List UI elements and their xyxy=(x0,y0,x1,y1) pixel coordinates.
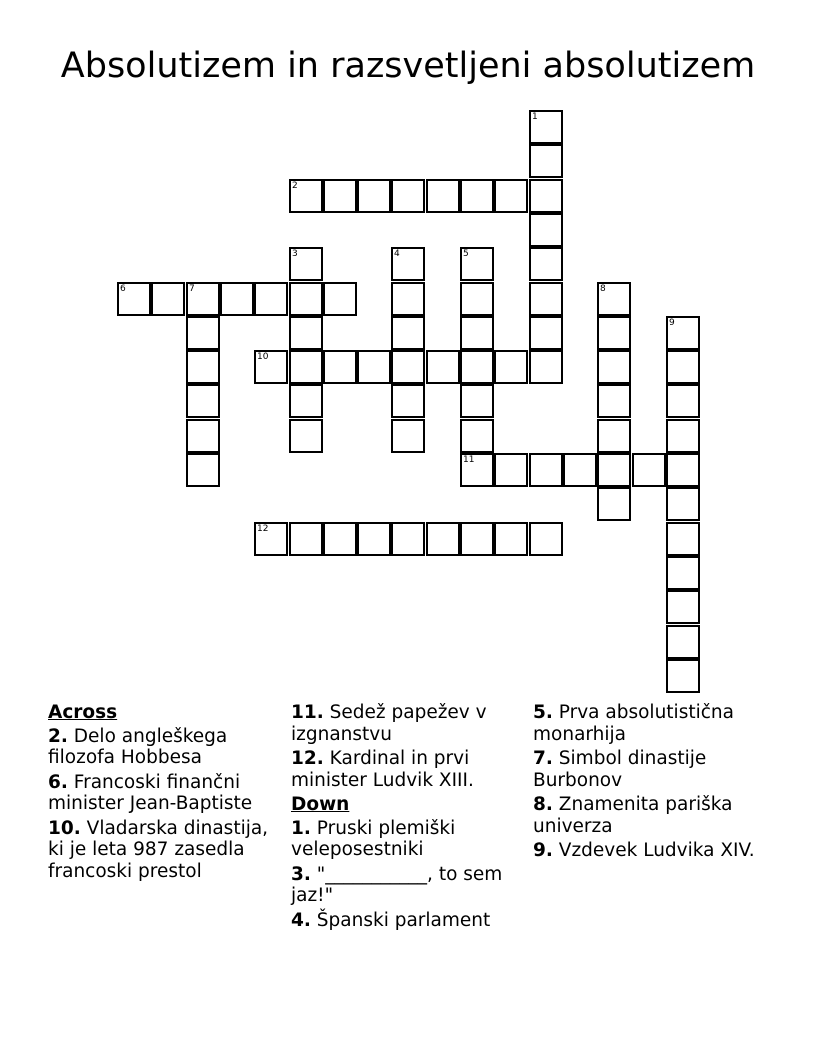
grid-cell[interactable] xyxy=(391,350,425,384)
grid-cell[interactable] xyxy=(426,179,460,213)
cell-number: 4 xyxy=(394,249,400,259)
grid-cell[interactable] xyxy=(323,179,357,213)
grid-cell[interactable] xyxy=(426,350,460,384)
grid-cell[interactable] xyxy=(289,384,323,418)
grid-cell[interactable] xyxy=(563,453,597,487)
clue-across-10 xyxy=(48,818,284,883)
grid-cell[interactable] xyxy=(666,453,700,487)
clue-number: 12. xyxy=(291,748,324,769)
grid-cell[interactable] xyxy=(597,384,631,418)
grid-cell[interactable] xyxy=(529,213,563,247)
clue-down-1 xyxy=(291,818,523,861)
grid-cell[interactable] xyxy=(666,522,700,556)
grid-cell[interactable] xyxy=(254,282,288,316)
clue-number: 4. xyxy=(291,909,311,931)
grid-cell[interactable] xyxy=(426,522,460,556)
grid-cell[interactable] xyxy=(186,453,220,487)
cell-number: 5 xyxy=(463,249,469,259)
grid-cell[interactable] xyxy=(529,316,563,350)
cell-number: 6 xyxy=(120,284,126,294)
grid-cell[interactable] xyxy=(460,247,494,281)
grid-cell[interactable] xyxy=(357,350,391,384)
grid-cell[interactable] xyxy=(289,316,323,350)
clue-text: Vzdevek Ludvika XIV. xyxy=(558,840,755,861)
grid-cell[interactable] xyxy=(460,179,494,213)
clue-text: Prva absolutistična monarhija xyxy=(533,702,734,745)
clue-text: Francoski finančni minister Jean-Baptiste xyxy=(48,771,253,814)
cell-number: 10 xyxy=(257,352,269,362)
clue-number: 7. xyxy=(533,748,553,769)
grid-cell[interactable] xyxy=(117,282,151,316)
clue-text: Delo angleškega filozofa Hobbesa xyxy=(48,725,228,768)
clue-text: Kardinal in prvi minister Ludvik XIII. xyxy=(291,748,474,791)
grid-cell[interactable] xyxy=(289,522,323,556)
grid-cell[interactable] xyxy=(289,350,323,384)
grid-cell[interactable] xyxy=(666,556,700,590)
grid-cell[interactable] xyxy=(460,350,494,384)
grid-cell[interactable] xyxy=(391,522,425,556)
grid-cell[interactable] xyxy=(529,453,563,487)
grid-cell[interactable] xyxy=(357,179,391,213)
clue-number: 10. xyxy=(48,817,81,839)
clue-text: Sedež papežev v izgnanstvu xyxy=(291,702,487,745)
grid-cell[interactable] xyxy=(391,316,425,350)
grid-cell[interactable] xyxy=(666,350,700,384)
grid-cell[interactable] xyxy=(186,316,220,350)
clue-text: Španski parlament xyxy=(316,909,491,931)
grid-cell[interactable] xyxy=(460,453,494,487)
cell-number: 1 xyxy=(532,112,538,122)
grid-cell[interactable] xyxy=(391,179,425,213)
clue-number: 5. xyxy=(533,702,553,723)
grid-cell[interactable] xyxy=(460,419,494,453)
clue-number: 6. xyxy=(48,771,68,793)
grid-cell[interactable] xyxy=(529,247,563,281)
grid-cell[interactable] xyxy=(666,419,700,453)
clue-number: 9. xyxy=(533,840,553,861)
grid-cell[interactable] xyxy=(460,384,494,418)
grid-cell[interactable] xyxy=(289,179,323,213)
grid-cell[interactable] xyxy=(529,110,563,144)
grid-cell[interactable] xyxy=(494,453,528,487)
clue-down-8 xyxy=(533,794,773,837)
clue-text: "___________, to sem jaz!" xyxy=(291,863,503,906)
grid-cell[interactable] xyxy=(357,522,391,556)
grid-cell[interactable] xyxy=(186,282,220,316)
grid-cell[interactable] xyxy=(186,350,220,384)
grid-cell[interactable] xyxy=(666,590,700,624)
grid-cell[interactable] xyxy=(391,384,425,418)
clue-number: 8. xyxy=(533,794,553,815)
grid-cell[interactable] xyxy=(289,282,323,316)
grid-cell[interactable] xyxy=(186,419,220,453)
grid-cell[interactable] xyxy=(597,350,631,384)
grid-cell[interactable] xyxy=(529,282,563,316)
grid-cell[interactable] xyxy=(494,350,528,384)
clue-number: 2. xyxy=(48,725,68,747)
grid-cell[interactable] xyxy=(289,419,323,453)
across-heading: Across xyxy=(48,702,118,723)
clues-column-2 xyxy=(291,702,523,934)
grid-cell[interactable] xyxy=(151,282,185,316)
grid-cell[interactable] xyxy=(391,247,425,281)
cell-number: 7 xyxy=(189,284,195,294)
grid-cell[interactable] xyxy=(529,144,563,178)
grid-cell[interactable] xyxy=(597,282,631,316)
clue-text: Vladarska dinastija, ki je leta 987 zasedla francoski prestol xyxy=(48,817,269,882)
grid-cell[interactable] xyxy=(323,350,357,384)
grid-cell[interactable] xyxy=(529,179,563,213)
clues-column-1 xyxy=(48,702,284,885)
cell-number: 12 xyxy=(257,524,269,534)
cell-number: 3 xyxy=(292,249,298,259)
cell-number: 8 xyxy=(600,284,606,294)
cell-number: 2 xyxy=(292,181,298,191)
grid-cell[interactable] xyxy=(460,522,494,556)
grid-cell[interactable] xyxy=(529,350,563,384)
clue-number: 3. xyxy=(291,863,311,885)
grid-cell[interactable] xyxy=(186,384,220,418)
grid-cell[interactable] xyxy=(391,282,425,316)
clue-across-11 xyxy=(291,702,523,745)
grid-cell[interactable] xyxy=(666,316,700,350)
grid-cell[interactable] xyxy=(666,384,700,418)
clue-across-6 xyxy=(48,772,284,815)
clue-across-12 xyxy=(291,748,523,791)
clue-down-9 xyxy=(533,840,773,862)
grid-cell[interactable] xyxy=(666,659,700,693)
clues-column-3 xyxy=(533,702,773,865)
grid-cell[interactable] xyxy=(289,247,323,281)
clue-text: Simbol dinastije Burbonov xyxy=(533,748,707,791)
clue-across-2 xyxy=(48,726,284,769)
grid-cell[interactable] xyxy=(460,316,494,350)
clue-number: 11. xyxy=(291,702,324,723)
clue-number: 1. xyxy=(291,817,311,839)
grid-cell[interactable] xyxy=(529,522,563,556)
cell-number: 9 xyxy=(669,318,675,328)
down-heading: Down xyxy=(291,794,350,815)
grid-cell[interactable] xyxy=(597,487,631,521)
grid-cell[interactable] xyxy=(597,453,631,487)
grid-cell[interactable] xyxy=(632,453,666,487)
grid-cell[interactable] xyxy=(323,522,357,556)
grid-cell[interactable] xyxy=(494,179,528,213)
grid-cell[interactable] xyxy=(597,316,631,350)
grid-cell[interactable] xyxy=(494,522,528,556)
grid-cell[interactable] xyxy=(391,419,425,453)
puzzle-title: Absolutizem in razsvetljeni absolutizem xyxy=(60,46,756,86)
grid-cell[interactable] xyxy=(666,625,700,659)
clue-text: Pruski plemiški veleposestniki xyxy=(291,817,456,860)
cell-number: 11 xyxy=(463,455,475,465)
grid-cell[interactable] xyxy=(254,350,288,384)
grid-cell[interactable] xyxy=(460,282,494,316)
clue-down-3 xyxy=(291,864,523,907)
clue-down-5 xyxy=(533,702,773,745)
grid-cell[interactable] xyxy=(323,282,357,316)
grid-cell[interactable] xyxy=(220,282,254,316)
grid-cell[interactable] xyxy=(597,419,631,453)
grid-cell[interactable] xyxy=(254,522,288,556)
clue-down-4 xyxy=(291,910,523,932)
clue-down-7 xyxy=(533,748,773,791)
grid-cell[interactable] xyxy=(666,487,700,521)
clue-text: Znamenita pariška univerza xyxy=(533,794,733,837)
